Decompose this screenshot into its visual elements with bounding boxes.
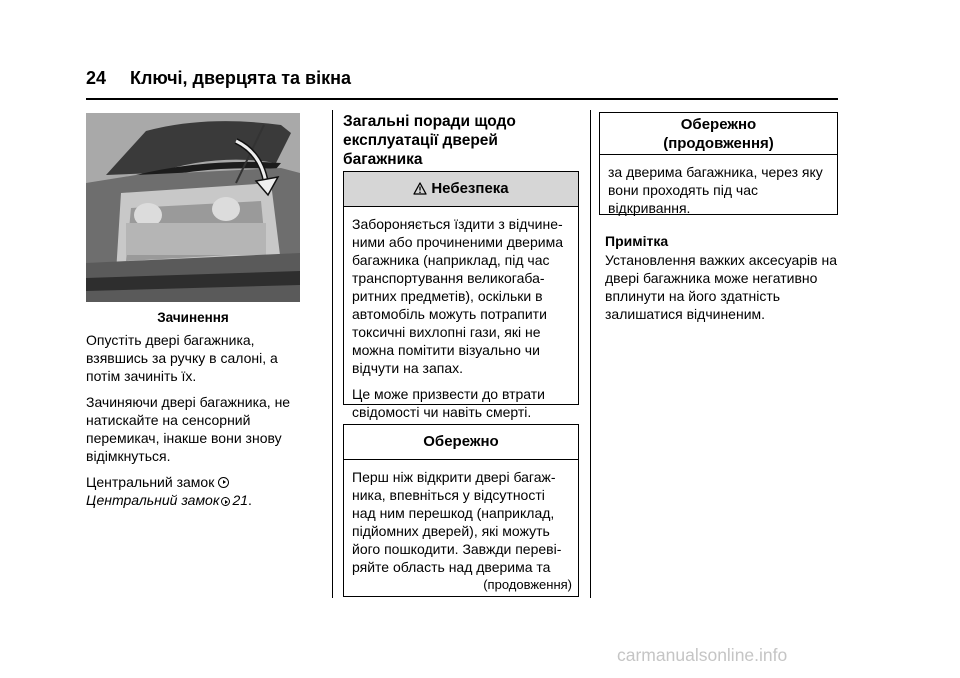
caution-heading: Обережно [344, 425, 578, 460]
chapter-title: Ключі, дверцята та вікна [130, 68, 352, 88]
page-reference-icon [218, 477, 229, 488]
header-rule [86, 98, 838, 100]
caution-continued-text: за дверима багажника, через яку вони проходять під час відкривання. [608, 164, 823, 216]
caution-continued-subheading: (продовження) [663, 135, 774, 152]
section-title: Загальні поради щодо експлуатації дверей багажника [343, 113, 516, 168]
danger-box [343, 171, 579, 420]
cross-reference [86, 473, 306, 509]
caution-body [344, 460, 578, 588]
xref-period: . [248, 492, 252, 508]
caution-continued-body [600, 155, 837, 229]
caution-box [343, 424, 579, 597]
danger-paragraph-2: Це може призвести до втрати свідомості чи навіть смерті. [352, 386, 546, 420]
xref-text: Центральний замок [86, 474, 215, 490]
left-column [86, 331, 306, 517]
xref-link[interactable]: Центральний замок [86, 492, 220, 508]
caution-continued-box [599, 112, 838, 215]
danger-header [344, 172, 578, 207]
instruction-paragraph-1: Опустіть двері багажника, взявшись за ручку в салоні, а потім зачиніть їх. [86, 332, 278, 384]
danger-heading: Небезпека [431, 180, 509, 197]
column-divider-1 [332, 110, 333, 598]
note-title: Примітка [605, 233, 669, 249]
caution-text: Перш ніж відкрити двері багажника, впевніться у відсутності над ним перешкод (наприклад, підйомних дверей), які можуть його пошкодити. Завжди перевіряйте область над дверима та [352, 469, 562, 575]
danger-body [344, 207, 578, 433]
page-number: 24 [86, 68, 107, 88]
danger-paragraph-1: Забороняється їздити з відчиненими або прочиненими дверима багажника (наприклад, під час транспортування великогабаритних предметів), оскільки в автомобіль можуть потрапити токсичні вихлопні гази, які не можна помітити візуально чи відчути на запах. [352, 216, 563, 376]
watermark: carmanualsonline.info [617, 645, 788, 665]
page-reference-icon [221, 497, 230, 506]
warning-icon [413, 182, 427, 195]
tailgate-photo [86, 113, 300, 302]
figure-caption: Зачинення [157, 310, 229, 325]
note-body: Установлення важких аксесуарів на двері багажника може негативно вплинути на його здатність залишатися відчиненим. [605, 252, 838, 322]
continued-label: (продовження) [483, 577, 572, 592]
caution-continued-heading: Обережно [680, 116, 757, 133]
xref-page-number[interactable]: 21 [232, 492, 249, 508]
column-divider-2 [590, 110, 591, 598]
page-header [86, 68, 351, 89]
caution-continued-header [600, 113, 837, 155]
instruction-paragraph-2: Зачиняючи двері багажника, не натискайте на сенсорний перемикач, інакше вони знову відімкнуться. [86, 394, 291, 464]
